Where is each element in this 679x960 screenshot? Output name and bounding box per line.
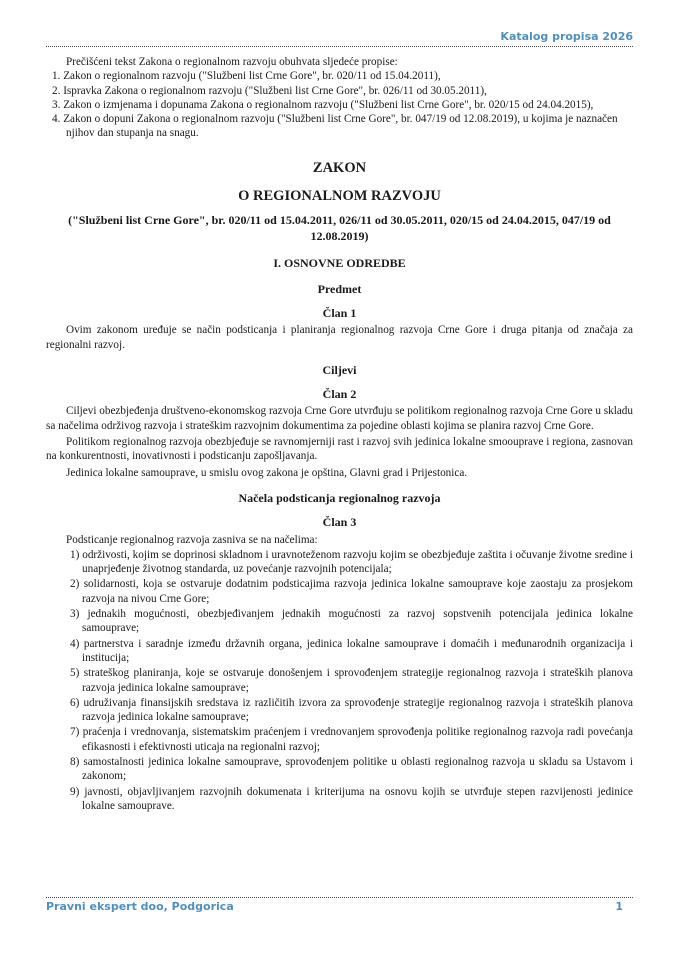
document-body <box>46 55 633 813</box>
principle-item: 3) jednakih mogućnosti, obezbjeđivanjem jednakih mogućnosti za razvoj sopstvenih potencijala jedinica lokalne samouprave; <box>70 608 633 635</box>
article-2-paragraph: Ciljevi obezbjeđenja društveno-ekonomskog razvoja Crne Gore utvrđuju se politikom regionalnog razvoja Crne Gore u skladu sa načelima održivog razvoja i strateškim razvojnim dokumentima za pojedine oblasti kojima se planira razvoj Crne Gore. <box>46 405 633 432</box>
principle-item: 6) udruživanja finansijskih sredstava iz različitih izvora za sprovođenje strategije regionalnog razvoja i strateških planova razvoja jedinica lokalne samouprave; <box>70 696 633 724</box>
article-2-paragraph: Jedinica lokalne samouprave, u smislu ovog zakona je opština, Glavni grad i Prijestonica. <box>66 466 468 479</box>
principle-item: 9) javnosti, objavljivanjem razvojnih dokumenata i kriterijuma na osnovu kojih se utvrđuje stepen razvijenosti jedinice lokalne samouprave. <box>70 785 633 812</box>
article-1-text: Ovim zakonom uređuje se način podsticanja i planiranja regionalnog razvoja Crne Gore i druga pitanja od značaja za regionalni razvoj. <box>46 324 633 351</box>
page-header <box>46 30 633 47</box>
principle-item: 7) praćenja i vrednovanja, sistematskim praćenjem i vrednovanjem sprovođenja politike regionalnog razvoja radi povećanja efikasnosti i efektivnosti uticaja na regionalni razvoj; <box>70 726 633 753</box>
article-1-heading: Član 1 <box>322 305 357 320</box>
ciljevi-heading: Ciljevi <box>322 362 357 377</box>
intro-item: 2. Ispravka Zakona o regionalnom razvoju ("Službeni list Crne Gore", br. 026/11 od 30.05.2011), <box>52 84 487 97</box>
page-number: 1 <box>615 900 623 913</box>
article-2-paragraph: Politikom regionalnog razvoja obezbjeđuje se ravnomjerniji rast i razvoj svih jedinica lokalne smoouprave i regiona, zasnovan na konkurentnosti, inovativnosti i podsticanju zapošljavanja. <box>46 436 633 463</box>
catalog-label: Katalog propisa 2026 <box>500 30 633 43</box>
predmet-heading: Predmet <box>317 281 362 296</box>
article-2-heading: Član 2 <box>322 387 357 402</box>
intro-item: 3. Zakon o izmjenama i dopunama Zakona o regionalnom razvoju ("Službeni list Crne Gore", br. 020/15 od 24.04.2015), <box>52 98 594 111</box>
intro-item: 1. Zakon o regionalnom razvoju ("Službeni list Crne Gore", br. 020/11 od 15.04.2011), <box>52 70 441 83</box>
nacela-heading: Načela podsticanja regionalnog razvoja <box>238 490 441 505</box>
principle-item: 2) solidarnosti, koja se ostvaruje dodatnim podsticajima razvoja jedinica lokalne samouprave koje zaostaju za prosjekom razvoja na nivou Crne Gore; <box>70 578 633 605</box>
gazette-reference: ("Službeni list Crne Gore", br. 020/11 od 15.04.2011, 026/11 od 30.05.2011, 020/15 od 24.04.2015, 047/19 od 12.08.2019) <box>68 213 611 243</box>
law-subtitle: O REGIONALNOM RAZVOJU <box>238 188 441 205</box>
publisher-label: Pravni ekspert doo, Podgorica <box>46 900 234 913</box>
article-3-lead: Podsticanje regionalnog razvoja zasniva se na načelima: <box>66 533 318 546</box>
article-3-heading: Član 3 <box>322 515 357 530</box>
page-footer <box>46 897 633 916</box>
principle-item: 1) održivosti, kojim se doprinosi skladnom i uravnoteženom razvoju kojim se obezbjeđuje zaštita i očuvanje životne sredine i unaprjeđenje životnog standarda, uz povećanje razvojnih potencijala; <box>70 548 633 576</box>
section-title: I. OSNOVNE ODREDBE <box>273 256 406 271</box>
law-title: ZAKON <box>312 159 367 176</box>
intro-item: 4. Zakon o dopuni Zakona o regionalnom razvoju ("Službeni list Crne Gore", br. 047/19 od 12.08.2019), u kojima je naznačen njihov dan stupanja na snagu. <box>52 113 618 140</box>
principle-item: 5) strateškog planiranja, koje se ostvaruje donošenjem i sprovođenjem strategije regionalnog razvoja i strateških planova razvoja jedinica lokalne samouprave; <box>70 667 633 694</box>
intro-lead: Prečišćeni tekst Zakona o regionalnom razvoju obuhvata sljedeće propise: <box>66 56 398 68</box>
principle-item: 4) partnerstva i saradnje između državnih organa, jedinica lokalne samouprave i domaćih i međunarodnih organizacija i institucija; <box>70 637 633 664</box>
principle-item: 8) samostalnosti jedinica lokalne samouprave, sprovođenjem politike u oblasti regionalnog razvoja u skladu sa Ustavom i zakonom; <box>70 755 633 783</box>
